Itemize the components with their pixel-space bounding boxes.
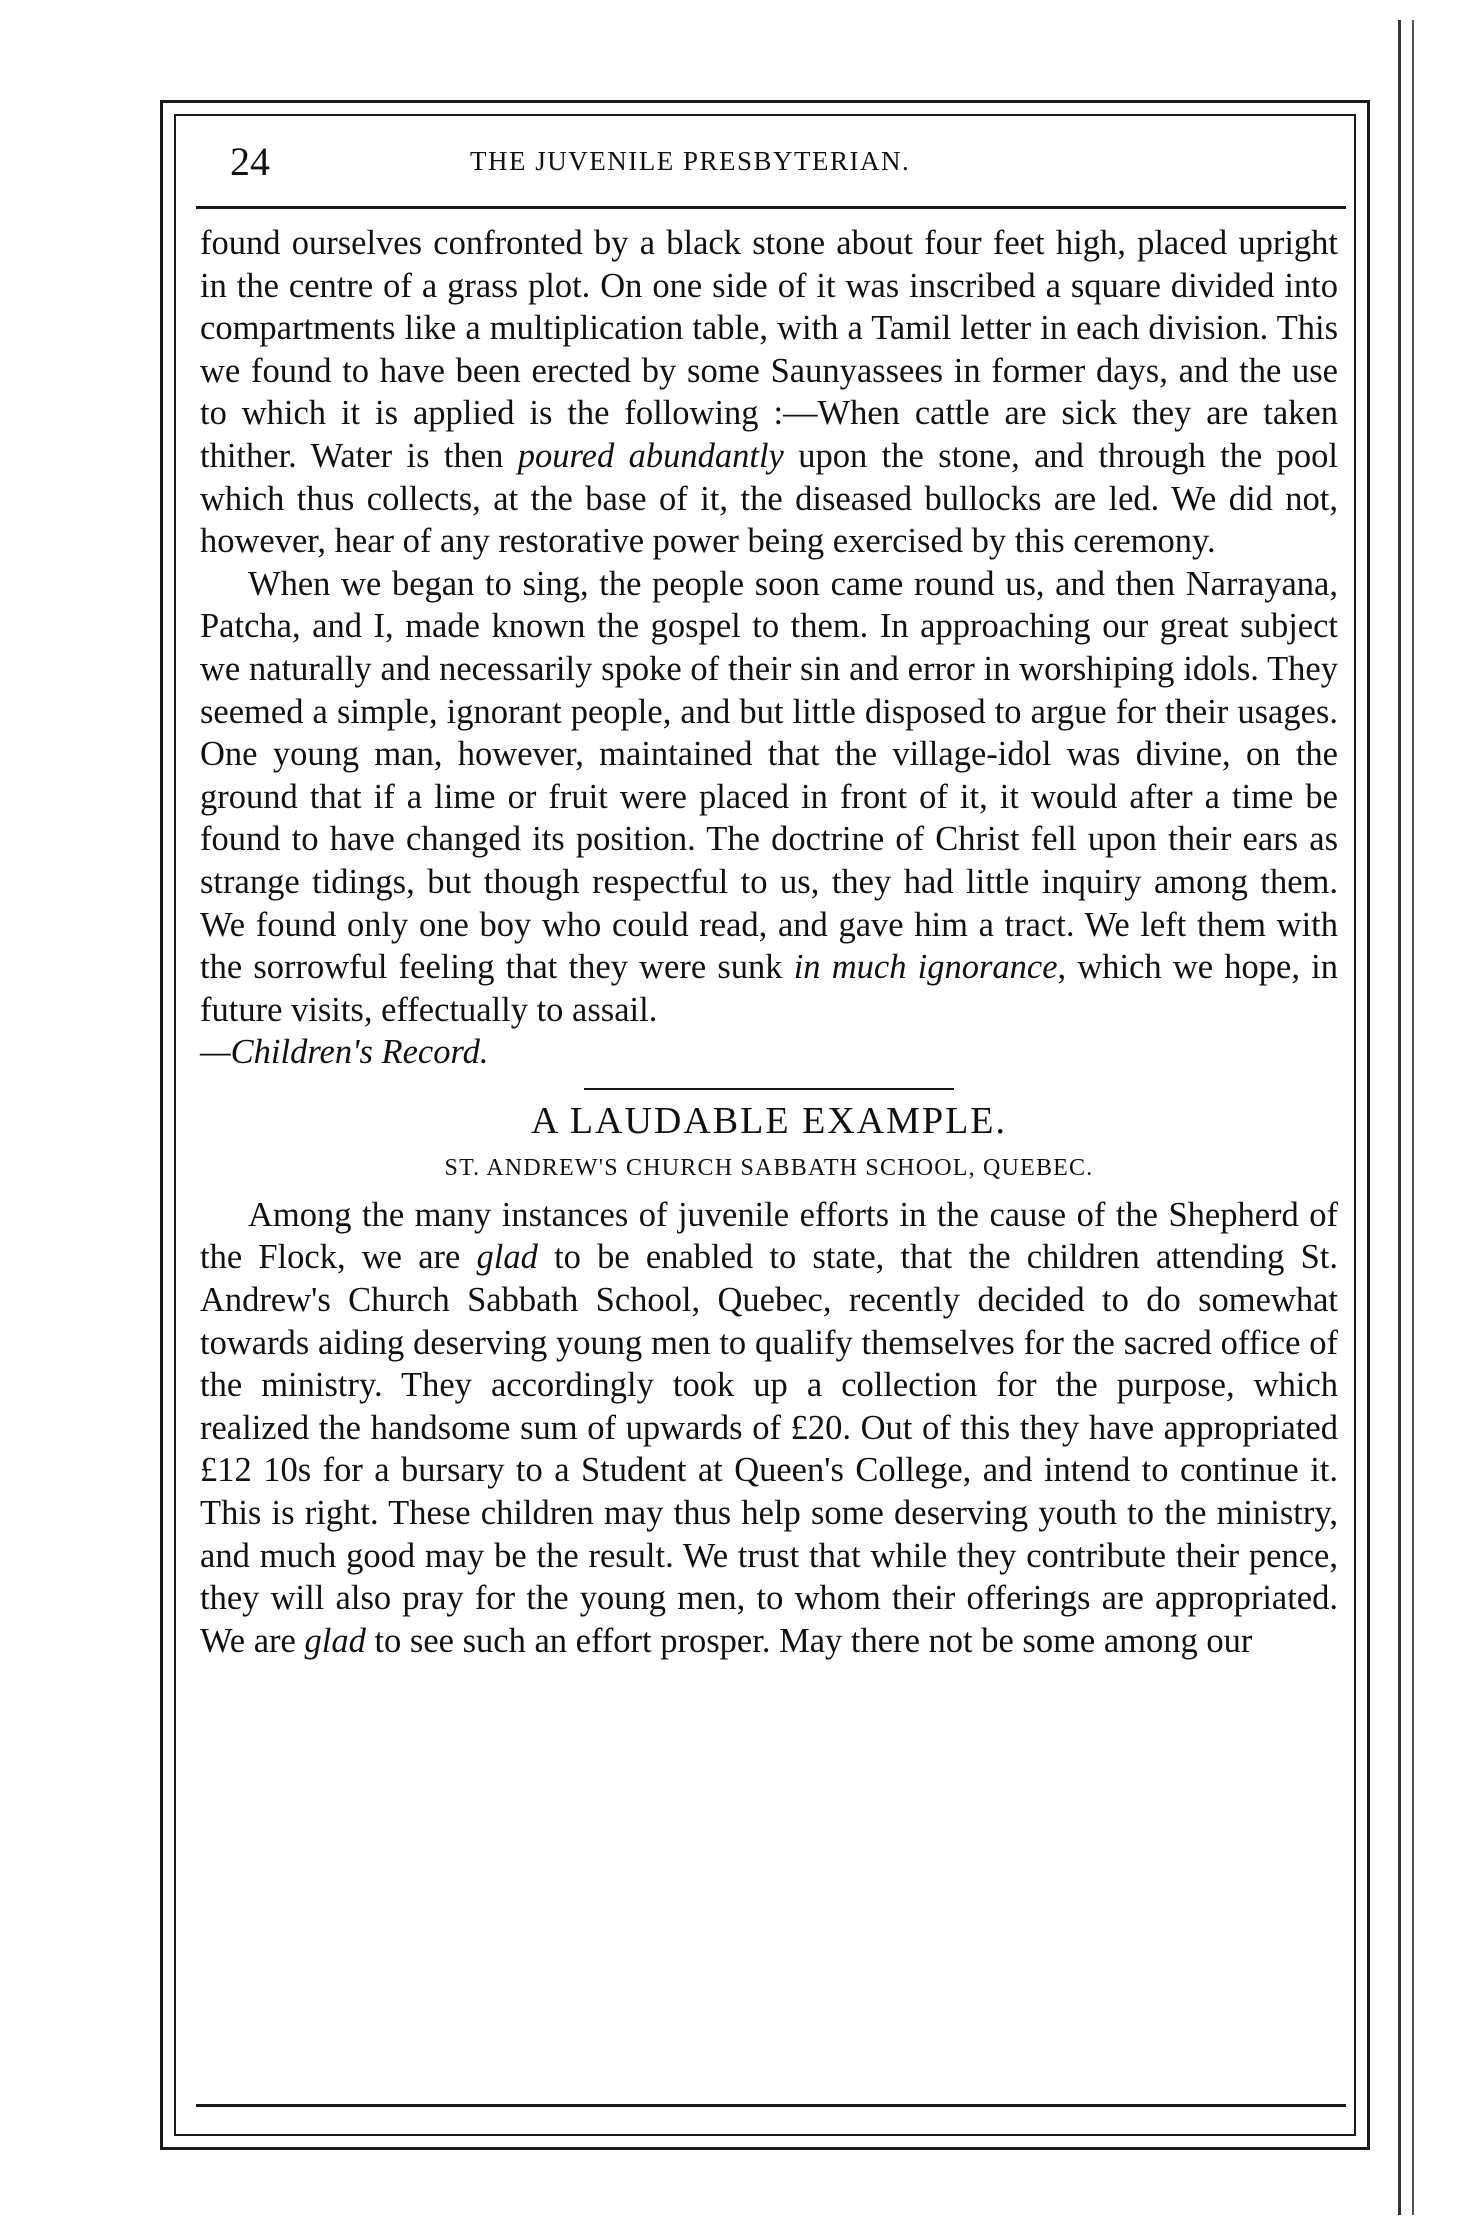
page-edge-rule — [1398, 20, 1401, 2215]
section-divider — [584, 1088, 954, 1090]
running-title: THE JUVENILE PRESBYTERIAN. — [470, 146, 911, 176]
page-content — [200, 222, 1338, 1662]
page-number: 24 — [230, 139, 270, 184]
article1-paragraph-2-text-b: , which we hope, in future visits, effectually to assail. — [200, 948, 1338, 1029]
article1-source: —Children's Record. — [200, 1033, 489, 1072]
article2-subtitle: ST. ANDREW'S CHURCH SABBATH SCHOOL, QUEBEC. — [444, 1154, 1094, 1181]
article1-paragraph-2-emphasis: in much ignorance — [793, 948, 1058, 987]
article2-paragraph-1-text-c: to see such an effort prosper. May there not be some among our — [365, 1621, 1253, 1660]
footer-rule — [196, 2104, 1346, 2107]
header-rule — [196, 206, 1346, 209]
article1-paragraph-2-text-a: When we began to sing, the people soon came round us, and then Narrayana, Patcha, and I, made known the gospel to them. In approaching our great subject we naturally and necessarily spoke of their sin and error in worshiping idols. They seemed a simple, ignorant people, and but little disposed to argue for their usages. One young man, however, maintained that the village-idol was divine, on the ground that if a lime or fruit were placed in front of it, it would after a time be found to have changed its position. The doctrine of Christ fell upon their ears as strange tidings, but though respectful to us, they had little inquiry among them. We found only one boy who could read, and gave him a tract. We left them with the sorrowful feeling that they were sunk — [200, 564, 1338, 987]
page-edge-rule-secondary — [1412, 20, 1414, 2215]
article1-paragraph-2 — [200, 563, 1338, 1032]
article1-paragraph-1-text-b: upon the stone, and through the pool which thus collects, at the base of it, the diseased bullocks are led. We did not, however, hear of any restorative power being exercised by this ceremony. — [200, 436, 1338, 561]
article2-paragraph-1-text-a: Among the many instances of juvenile efforts in the cause of the Shepherd of the Flock, we are — [200, 1195, 1338, 1277]
article1-paragraph-1 — [200, 222, 1338, 563]
article2-paragraph-1-text-b: to be enabled to state, that the children attending St. Andrew's Church Sabbath School, Quebec, recently decided to do somewhat towards aiding deserving young men to qualify themselves for the sacred office of the ministry. They accordingly took up a collection for the purpose, which realized the handsome sum of upwards of £20. Out of this they have appropriated £12 10s for a bursary to a Student at Queen's College, and intend to continue it. This is right. These children may thus help some deserving youth to the ministry, and much good may be the result. We trust that while they contribute their pence, they will also pray for the young men, to whom their offerings are appropriated. We are — [200, 1238, 1338, 1660]
article2-paragraph-1 — [200, 1194, 1338, 1663]
article1-paragraph-1-emphasis: poured abundantly — [517, 436, 784, 475]
article2-title: A LAUDABLE EXAMPLE. — [530, 1099, 1008, 1142]
article2-paragraph-1-emphasis-1: glad — [476, 1238, 538, 1277]
article2-paragraph-1-emphasis-2: glad — [304, 1621, 366, 1660]
article1-paragraph-1-text-a: found ourselves confronted by a black stone about four feet high, placed upright in the centre of a grass plot. On one side of it was inscribed a square divided into compartments like a multiplication table, with a Tamil letter in each division. This we found to have been erected by some Saunyassees in former days, and the use to which it is applied is the following :—When cattle are sick they are taken thither. Water is then — [200, 224, 1338, 475]
